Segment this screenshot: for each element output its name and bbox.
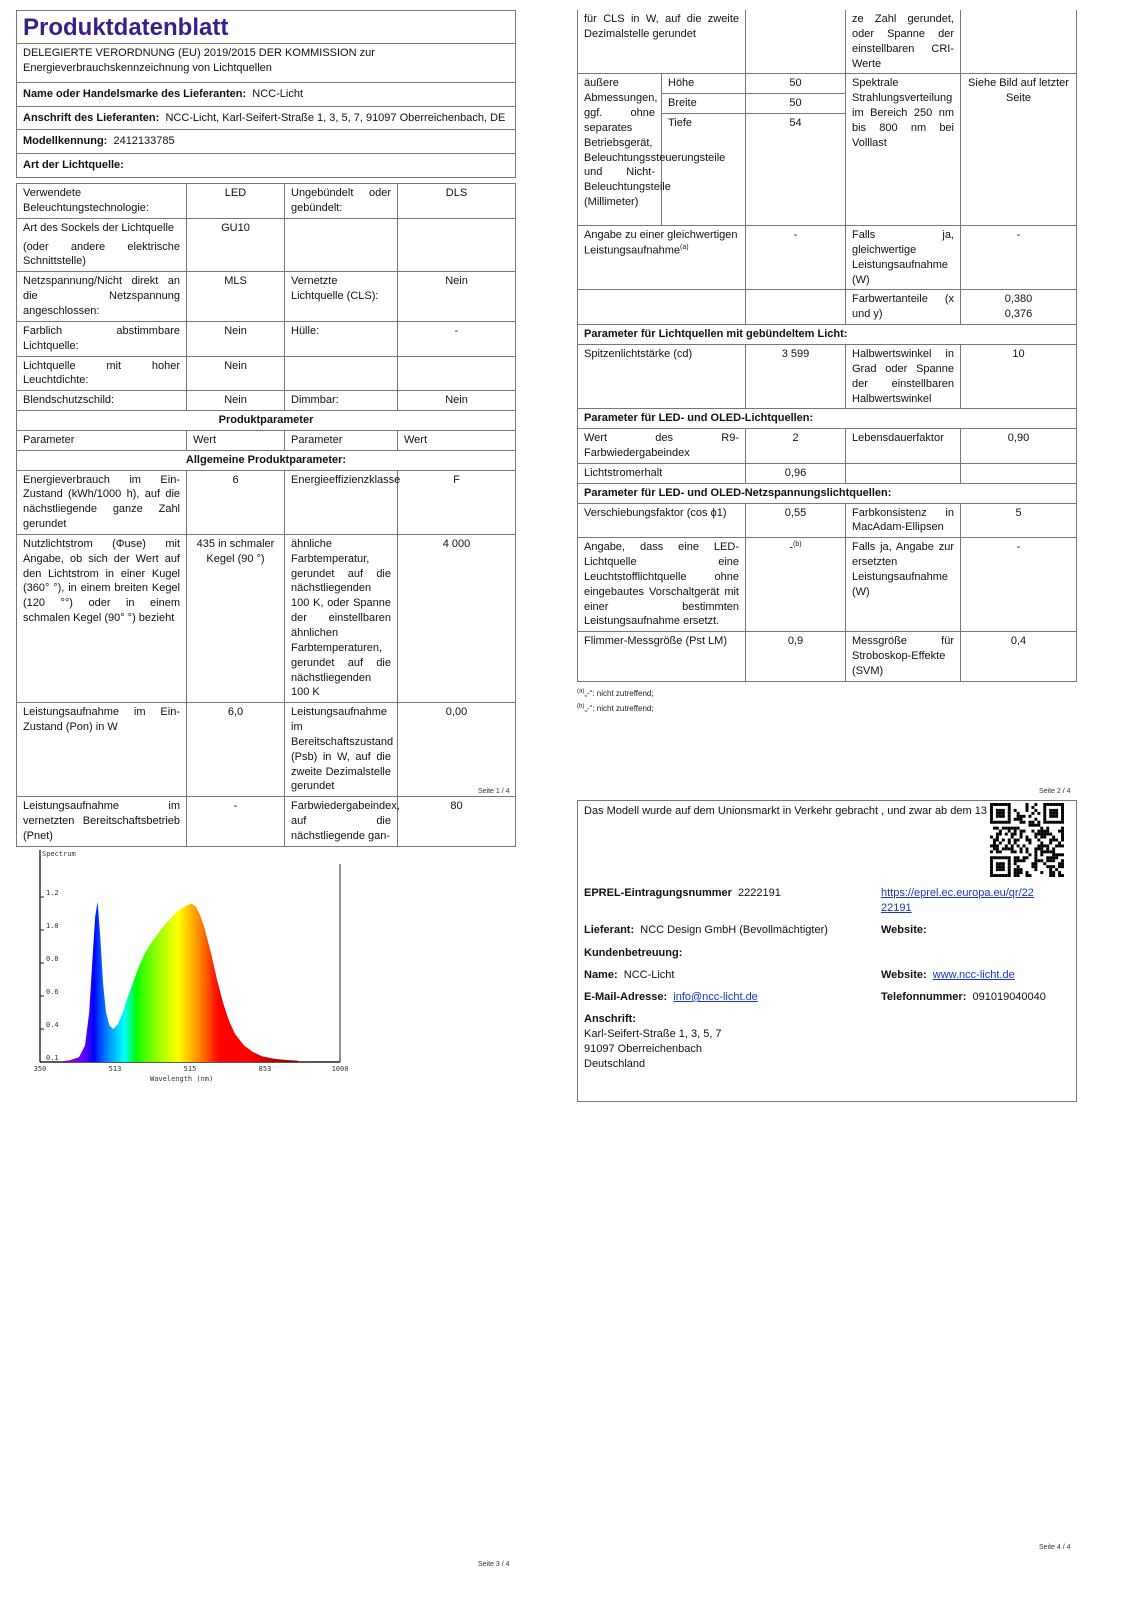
page-number: Seite 2 / 4 bbox=[1039, 788, 1071, 795]
x-tick-label: 1000 bbox=[331, 1065, 349, 1073]
table-row: äußere Abmessungen, ggf. ohne separates Betriebsgerät, Beleuchtungssteuerungsteile und Nicht-Beleuchtungsteile (Millimeter) Höhe 50 Spektrale Strahlungsverteilung im Bereich 250 nm bis 800 nm bei Volllast Siehe Bild auf letzter Seite bbox=[578, 74, 1077, 94]
y-tick-label: 0.1 bbox=[46, 1054, 59, 1062]
table-row: Leistungsaufnahme im Ein-Zustand (Pon) in W 6,0 Leistungsaufnahme im Bereitschaftszustand (Psb) in W, auf die zweite Dezimalstelle gerundet 0,00 bbox=[17, 703, 516, 797]
model-row: Modellkennung: 2412133785 bbox=[17, 129, 515, 153]
product-table bbox=[16, 183, 516, 847]
supplier-address-row: Anschrift des Lieferanten: NCC-Licht, Karl-Seifert-Straße 1, 3, 5, 7, 91097 Oberreichenbach, DE bbox=[17, 106, 515, 130]
table-row: Verwendete Beleuchtungstechnologie: LED Ungebündelt oder gebündelt: DLS bbox=[17, 184, 516, 219]
customer-service-heading: Kundenbetreuung: bbox=[584, 947, 683, 959]
eprel-link[interactable]: https://eprel.ec.europa.eu/qr/22 22191 bbox=[881, 887, 1034, 914]
table-row: Lichtstromerhalt 0,96 bbox=[578, 463, 1077, 483]
table-row bbox=[578, 409, 1077, 429]
table-row: Spitzenlichtstärke (cd) 3 599 Halbwertswinkel in Grad oder Spanne der einstellbaren Halbwertswinkel 10 bbox=[578, 344, 1077, 408]
name-row: Name: NCC-Licht bbox=[584, 969, 675, 981]
table-row: Angabe, dass eine LED-Lichtquelle eine Leuchtstofflichtquelle ohne eingebautes Vorschaltgerät mit einer bestimmten Leistungsaufnahme ersetzt. -$^{(b)}$ Falls ja, Angabe zur ersetzten Leistungsaufnahme (W) - bbox=[578, 538, 1077, 632]
footnote-a: $^{(a)}$„-“: nicht zutreffend; bbox=[577, 688, 654, 698]
table-row: Netzspannung/Nicht direkt an die Netzspannung angeschlossen: MLS Vernetzte Lichtquelle (CLS): Nein bbox=[17, 272, 516, 322]
table-row: Verschiebungsfaktor (cos ϕ1) 0,55 Farbkonsistenz in MacAdam-Ellipsen 5 bbox=[578, 503, 1077, 538]
x-tick-label: 513 bbox=[108, 1065, 122, 1073]
email-row: E-Mail-Adresse: info@ncc-licht.de bbox=[584, 991, 758, 1003]
supplier-row: Lieferant: NCC Design GmbH (Bevollmächtigter) bbox=[584, 924, 828, 936]
eprel-row: EPREL-Eintragungsnummer 2222191 bbox=[584, 887, 781, 899]
x-axis-label: Wavelength (nm) bbox=[150, 1075, 214, 1083]
table-row: Leistungsaufnahme im vernetzten Bereitschaftsbetrieb (Pnet) - Farbwiedergabeindex, auf die nächstliegende gan- 80 bbox=[17, 797, 516, 847]
table-row: Farblich abstimmbare Lichtquelle: Nein Hülle: - bbox=[17, 321, 516, 356]
email-link[interactable]: info@ncc-licht.de bbox=[673, 991, 758, 1003]
led-heading: Parameter für LED- und OLED-Lichtquellen: bbox=[578, 409, 1077, 429]
market-text: Das Modell wurde auf dem Unionsmarkt in Verkehr gebracht , und zwar ab dem 13 bbox=[584, 805, 987, 817]
table-row bbox=[17, 450, 516, 470]
product-params-heading: Produktparameter bbox=[17, 411, 516, 431]
spectrum-chart-svg bbox=[22, 846, 356, 1092]
table-row: Wert des R9-Farbwiedergabeindex 2 Lebensdauerfaktor 0,90 bbox=[578, 429, 1077, 464]
table-row bbox=[578, 483, 1077, 503]
page-title: Produktdatenblatt bbox=[23, 14, 229, 41]
supplier-name-row: Name oder Handelsmarke des Lieferanten: NCC-Licht bbox=[17, 82, 515, 106]
page-1 bbox=[16, 10, 516, 847]
x-tick-label: 853 bbox=[258, 1065, 272, 1073]
spectrum-chart bbox=[22, 846, 356, 1092]
table-row: Lichtquelle mit hoher Leuchtdichte: Nein bbox=[17, 356, 516, 391]
page-number: Seite 3 / 4 bbox=[478, 1561, 510, 1568]
table-row: Energieverbrauch im Ein-Zustand (kWh/1000 h), auf die nächstliegende ganze Zahl gerundet 6 Energieeffizienzklasse F bbox=[17, 470, 516, 534]
product-table-continued bbox=[577, 10, 1077, 682]
footnotes bbox=[577, 686, 1077, 716]
table-row bbox=[17, 411, 516, 431]
spectrum-area bbox=[22, 846, 356, 1092]
phone-row: Telefonnummer: 091019040040 bbox=[881, 991, 1046, 1003]
footnote-b: $^{(b)}$„-“: nicht zutreffend; bbox=[577, 703, 654, 714]
qr-code-icon[interactable] bbox=[990, 803, 1064, 877]
page-number: Seite 4 / 4 bbox=[1039, 1544, 1071, 1551]
table-row: Farbwertanteile (x und y) 0,380 0,376 bbox=[578, 290, 1077, 325]
table-row: Parameter Wert Parameter Wert bbox=[17, 430, 516, 450]
page-2 bbox=[577, 10, 1077, 795]
y-tick-label: 0.6 bbox=[46, 988, 59, 996]
table-row: Breite 50 bbox=[578, 94, 1077, 114]
y-tick-label: 0.8 bbox=[46, 955, 59, 963]
general-params-heading: Allgemeine Produktparameter: bbox=[17, 450, 516, 470]
y-axis-label: Spectrum bbox=[42, 850, 76, 858]
regulation-text: DELEGIERTE VERORDNUNG (EU) 2019/2015 DER KOMMISSION zur Energieverbrauchskennzeichnung von Lichtquellen bbox=[17, 43, 515, 82]
table-row: Flimmer-Messgröße (Pst LM) 0,9 Messgröße für Stroboskop-Effekte (SVM) 0,4 bbox=[578, 632, 1077, 682]
eprel-box bbox=[577, 800, 1077, 1102]
table-row: für CLS in W, auf die zweite Dezimalstelle gerundet ze Zahl gerundet, oder Spanne der einstellbaren CRI-Werte bbox=[578, 10, 1077, 74]
website-row: Website: www.ncc-licht.de bbox=[881, 969, 1015, 981]
directional-heading: Parameter für Lichtquellen mit gebündeltem Licht: bbox=[578, 325, 1077, 345]
page-4 bbox=[577, 800, 1077, 1551]
mains-heading: Parameter für LED- und OLED-Netzspannungslichtquellen: bbox=[578, 483, 1077, 503]
y-tick-label: 1.0 bbox=[46, 922, 59, 930]
x-tick-label: 515 bbox=[183, 1065, 197, 1073]
page-number: Seite 1 / 4 bbox=[478, 788, 510, 795]
table-row: Nutzlichtstrom (Φuse) mit Angabe, ob sich der Wert auf den Lichtstrom in einer Kugel (360° °), in einem breiten Kegel (120 °°) oder in einem schmalen Kegel (90° °) bezieht 435 in schmaler Kegel (90 °) ähnliche Farbtemperatur, gerundet auf die nächstliegenden 100 K, oder Spanne der einstellbaren ähnlichen Farbtemperaturen, gerundet auf die nächstliegenden 100 K 4 000 bbox=[17, 534, 516, 702]
website-link[interactable]: www.ncc-licht.de bbox=[932, 969, 1015, 981]
address-block: Anschrift: Karl-Seifert-Straße 1, 3, 5, 7 91097 Oberreichenbach Deutschland bbox=[584, 1013, 722, 1070]
table-row: Tiefe 54 bbox=[578, 114, 1077, 226]
table-row: Art des Sockels der Lichtquelle (oder andere elektrische Schnittstelle) GU10 bbox=[17, 218, 516, 272]
y-tick-label: 1.2 bbox=[46, 889, 59, 897]
table-row bbox=[578, 325, 1077, 345]
website-label: Website: bbox=[881, 924, 927, 936]
table-row: Angabe zu einer gleichwertigen Leistungsaufnahme$^{(a)}$ - Falls ja, gleichwertige Leistungsaufnahme (W) - bbox=[578, 226, 1077, 290]
header-box bbox=[16, 10, 516, 178]
x-tick-label: 350 bbox=[33, 1065, 47, 1073]
table-row: Blendschutzschild: Nein Dimmbar: Nein bbox=[17, 391, 516, 411]
light-source-type-heading: Art der Lichtquelle: bbox=[17, 153, 515, 177]
y-tick-label: 0.4 bbox=[46, 1021, 59, 1029]
